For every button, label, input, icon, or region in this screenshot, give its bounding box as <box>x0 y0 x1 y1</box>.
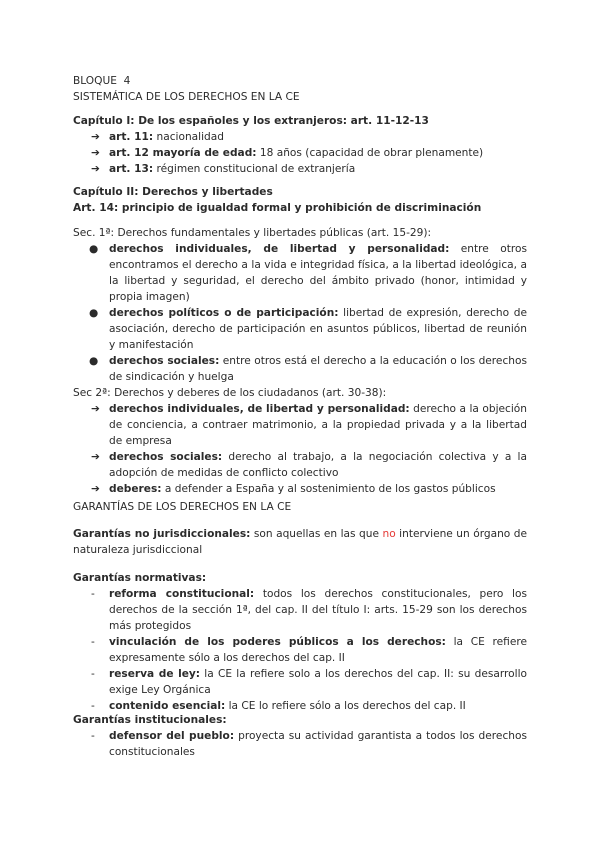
bullet-icon: ● <box>89 355 99 367</box>
garantias-title: GARANTÍAS DE LOS DERECHOS EN LA CE <box>73 501 292 513</box>
capitulo-1-section <box>73 113 527 177</box>
list-item: ➔ art. 11: nacionalidad <box>91 131 224 143</box>
page-title: SISTEMÁTICA DE LOS DERECHOS EN LA CE <box>73 91 300 103</box>
list-item: ➔ derechos sociales: derecho al trabajo, a la negociación colectiva y a la adopción de medidas de conflicto colectivo <box>91 451 527 479</box>
list-item: ● derechos sociales: entre otros está el derecho a la educación o los derechos de sindicación y huelga <box>89 355 527 383</box>
list-item: - defensor del pueblo: proyecta su actividad garantista a todos los derechos constitucionales <box>91 730 527 758</box>
seccion-2-list <box>73 401 527 497</box>
list-item: - reserva de ley: la CE la refiere solo a los derechos del cap. II: su desarrollo exige Ley Orgánica <box>91 668 527 696</box>
seccion-1-section <box>73 225 527 385</box>
capitulo-2-title: Capítulo II: Derechos y libertades <box>73 186 273 198</box>
arrow-icon: ➔ <box>91 163 100 175</box>
list-item: ➔ deberes: a defender a España y al sostenimiento de los gastos públicos <box>91 483 496 495</box>
normativas-title: Garantías normativas: <box>73 572 207 584</box>
list-item: - vinculación de los poderes públicos a los derechos: la CE refiere expresamente sólo a los derechos del cap. II <box>91 636 527 664</box>
list-item: ● derechos políticos o de participación: libertad de expresión, derecho de asociación, derecho de participación en asuntos públicos, libertad de reunión y manifestación <box>89 307 527 351</box>
dash-icon: - <box>91 636 95 648</box>
garantias-institucionales <box>73 712 527 760</box>
bloque-label: BLOQUE 4 <box>73 75 131 87</box>
list-item: ● derechos individuales, de libertad y personalidad: entre otros encontramos el derecho a la vida e integridad física, a la libertad ideológica, a la libertad y seguridad, el derecho del ámbito privado (honor, intimidad y propia imagen) <box>89 243 527 303</box>
capitulo-1-title: Capítulo I: De los españoles y los extranjeros: art. 11-12-13 <box>73 115 429 127</box>
list-item: ➔ derechos individuales, de libertad y personalidad: derecho a la objeción de conciencia, a contraer matrimonio, a la propiedad privada y a la libertad de empresa <box>91 403 527 447</box>
bullet-icon: ● <box>89 243 99 255</box>
header-block <box>73 73 527 105</box>
seccion-1-list <box>73 241 527 385</box>
arrow-icon: ➔ <box>91 147 100 159</box>
capitulo-2-section <box>73 184 527 216</box>
seccion-1-title: Sec. 1ª: Derechos fundamentales y libertades públicas (art. 15-29): <box>73 227 432 239</box>
arrow-icon: ➔ <box>91 483 100 495</box>
seccion-2-title: Sec 2ª: Derechos y deberes de los ciudadanos (art. 30-38): <box>73 387 387 399</box>
garantias-normativas <box>73 570 527 714</box>
garantias-title-block <box>73 499 527 515</box>
bullet-icon: ● <box>89 307 99 319</box>
arrow-icon: ➔ <box>91 131 100 143</box>
dash-icon: - <box>91 700 95 712</box>
garantias-no-jurisdiccionales <box>73 526 527 558</box>
seccion-2-section <box>73 385 527 497</box>
negation-highlight: no <box>382 528 396 540</box>
dash-icon: - <box>91 668 95 680</box>
art-14-line: Art. 14: principio de igualdad formal y prohibición de discriminación <box>73 202 482 214</box>
capitulo-1-list <box>73 129 527 177</box>
arrow-icon: ➔ <box>91 451 100 463</box>
list-item: - contenido esencial: la CE lo refiere sólo a los derechos del cap. II <box>91 700 466 712</box>
normativas-list <box>73 586 527 714</box>
dash-icon: - <box>91 730 95 742</box>
list-item: ➔ art. 12 mayoría de edad: 18 años (capacidad de obrar plenamente) <box>91 147 484 159</box>
institucionales-title: Garantías institucionales: <box>73 714 227 726</box>
dash-icon: - <box>91 588 95 600</box>
institucionales-list <box>73 728 527 760</box>
arrow-icon: ➔ <box>91 403 100 415</box>
no-jurisdiccionales-paragraph: Garantías no jurisdiccionales: son aquellas en las que no interviene un órgano de naturaleza jurisdiccional <box>73 528 528 556</box>
list-item: ➔ art. 13: régimen constitucional de extranjería <box>91 163 356 175</box>
list-item: - reforma constitucional: todos los derechos constitucionales, pero los derechos de la sección 1ª, del cap. II del título I: arts. 15-29 son los derechos más protegidos <box>91 588 527 632</box>
